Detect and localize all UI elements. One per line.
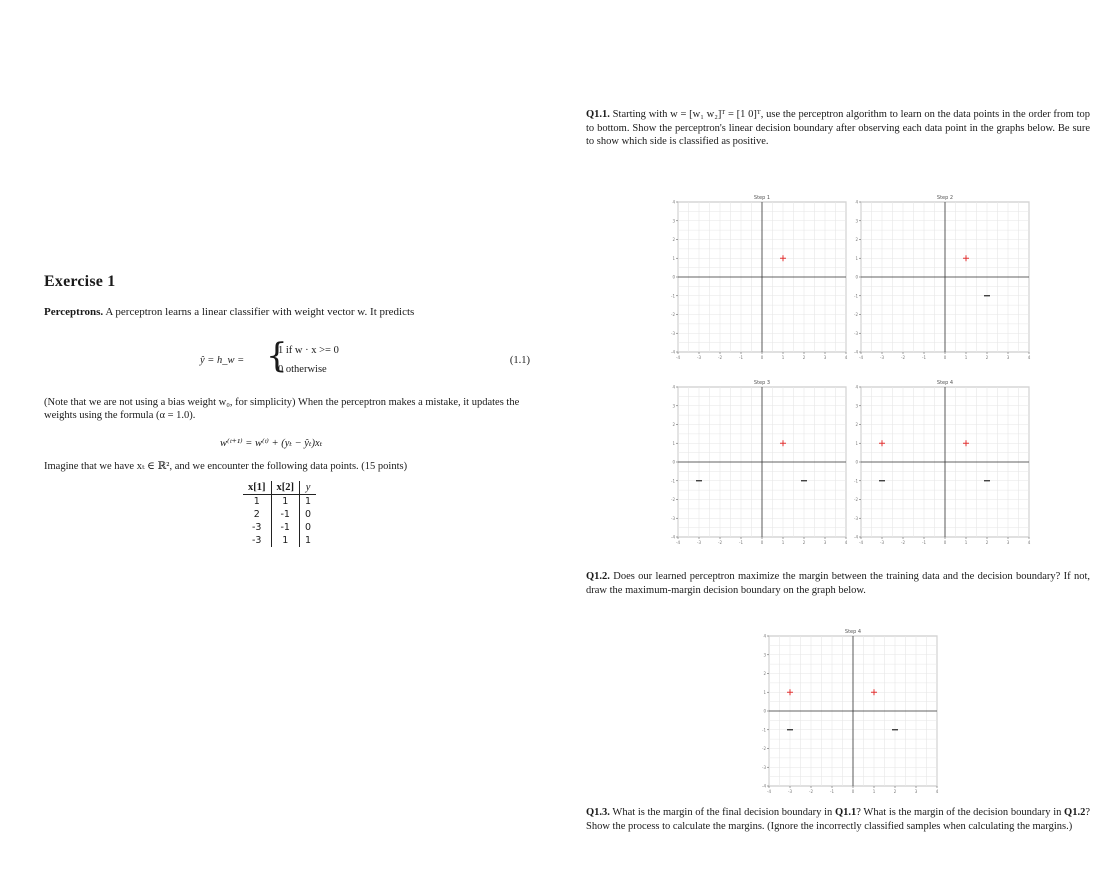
y-tick-label: -1 [671,478,675,484]
y-tick-label: 1 [763,689,766,695]
x-tick-label: -4 [859,355,863,360]
table-cell: 0 [305,509,312,520]
x-tick-label: 2 [802,540,806,545]
x-tick-label: -2 [901,540,905,545]
x-tick-label: 0 [760,540,764,545]
equation-number: (1.1) [509,355,530,366]
plot-title: Step 3 [753,380,771,386]
y-tick-label: 4 [855,384,858,390]
x-tick-label: -1 [830,789,834,794]
y-tick-label: 1 [855,440,858,446]
x-tick-label: -2 [901,355,905,360]
x-tick-label: -1 [739,355,743,360]
x-tick-label: 3 [823,540,827,545]
question-1-1 [586,108,1090,149]
x-tick-label: 0 [943,355,947,360]
exercise-title: Exercise 1 [44,273,116,290]
plot-title: Step 4 [844,629,862,635]
y-tick-label: -4 [671,534,675,540]
equation-lhs: ŷ = h_w = [200,355,245,366]
x-tick-label: 1 [781,355,785,360]
y-tick-label: -3 [671,515,675,521]
question-text: Starting with w = [w₁ w₂]ᵀ = [1 0]ᵀ, use the perceptron algorithm to learn on the data points in the order from top to bottom. Show the perceptron's linear decision boundary after observing each data point in the graphs below. Be sure to show which side is classified as positive. [586,109,1090,148]
x-tick-label: -3 [697,355,701,360]
plot-step-3 [670,377,850,547]
table-row [243,508,316,521]
plot-title: Step 4 [936,380,954,386]
question-label: Q1.1. [586,109,610,120]
y-tick-label: -2 [671,312,675,317]
y-tick-label: -2 [854,497,858,502]
plot-step-2 [853,192,1033,362]
y-tick-label: 2 [672,422,675,427]
y-tick-label: 2 [855,237,858,242]
y-tick-label: 0 [763,708,766,714]
x-tick-label: 4 [1027,540,1031,545]
question-text: Does our learned perceptron maximize the margin between the training data and the decision boundary? If not, draw the maximum-margin decision boundary on the graph below. [586,571,1090,596]
x-tick-label: -3 [697,540,701,545]
y-tick-label: -4 [762,783,766,789]
scatter-plot [853,192,1033,362]
y-tick-label: 4 [763,633,766,639]
question-label: Q1.2. [586,571,610,582]
x-tick-label: 0 [943,540,947,545]
y-tick-label: -2 [671,497,675,502]
question-text: What is the margin of the final decision boundary in [609,807,835,818]
y-tick-label: -3 [671,330,675,336]
y-tick-label: 3 [763,652,766,658]
y-tick-label: -4 [671,349,675,355]
table-cell: -1 [271,521,300,534]
x-tick-label: 3 [1006,355,1010,360]
y-tick-label: 4 [855,199,858,205]
table-row [243,534,316,547]
y-tick-label: -3 [854,515,858,521]
table-header-x2: x[2] [271,481,300,495]
x-tick-label: -3 [788,789,792,794]
y-tick-label: -1 [671,293,675,299]
y-tick-label: -1 [854,478,858,484]
x-tick-label: 1 [964,355,968,360]
plot-max-margin [761,626,941,796]
scatter-plot [761,626,941,796]
x-tick-label: -4 [676,355,680,360]
y-tick-label: 0 [855,459,858,465]
intro-bold: Perceptrons. [44,306,104,318]
y-tick-label: 1 [672,255,675,261]
plot-title: Step 1 [753,195,771,201]
question-label: Q1.3. [586,807,610,818]
y-tick-label: -2 [854,312,858,317]
y-tick-label: 1 [855,255,858,261]
table-header-y: y [300,481,317,495]
table-row [243,521,316,534]
x-tick-label: 3 [823,355,827,360]
question-text: ? Show the process to calculate the margins. (Ignore the incorrectly classified samples when calculating the margins.) [586,807,1091,832]
x-tick-label: -3 [880,540,884,545]
x-tick-label: 2 [985,355,989,360]
bias-note: (Note that we are not using a bias weight w₀, for simplicity) When the perceptron makes a mistake, it updates the weights using the formula (α = 1.0). [44,397,520,422]
x-tick-label: 4 [844,355,848,360]
table-cell: -3 [243,534,271,547]
x-tick-label: -4 [767,789,771,794]
x-tick-label: 2 [802,355,806,360]
equation-case-2: 0 otherwise [278,364,327,375]
table-cell: 1 [305,496,312,507]
y-tick-label: -4 [854,534,858,540]
y-tick-label: 3 [672,403,675,409]
intro-paragraph [44,306,534,318]
x-tick-label: 3 [1006,540,1010,545]
plot-step-4 [853,377,1033,547]
scatter-plot [853,377,1033,547]
y-tick-label: 3 [672,218,675,224]
y-tick-label: 0 [855,274,858,280]
question-1-2 [586,570,1090,597]
y-tick-label: 3 [855,403,858,409]
x-tick-label: -4 [859,540,863,545]
table-cell: 1 [271,495,300,509]
y-tick-label: -1 [762,727,766,733]
y-tick-label: 2 [855,422,858,427]
y-tick-label: 2 [763,671,766,676]
x-tick-label: -2 [718,540,722,545]
x-tick-label: -3 [880,355,884,360]
x-tick-label: -2 [809,789,813,794]
x-tick-label: 2 [893,789,897,794]
plot-step-1 [670,192,850,362]
table-cell: 0 [305,522,312,533]
scatter-plot [670,192,850,362]
y-tick-label: 3 [855,218,858,224]
x-tick-label: 0 [760,355,764,360]
x-tick-label: -1 [739,540,743,545]
data-intro: Imagine that we have xₜ ∈ ℝ², and we encounter the following data points. (15 points) [44,461,408,472]
x-tick-label: 1 [964,540,968,545]
table-header-x1: x[1] [243,481,271,495]
x-tick-label: 4 [844,540,848,545]
y-tick-label: -3 [854,330,858,336]
x-tick-label: -1 [922,355,926,360]
table-header-row [243,481,316,495]
table-cell: 1 [305,535,312,546]
data-points-table [243,481,316,547]
plot-title: Step 2 [936,195,954,201]
scatter-plot [670,377,850,547]
table-cell: 1 [243,495,271,509]
y-tick-label: 4 [672,384,675,390]
equation-brace: { [266,336,288,376]
x-tick-label: 1 [872,789,876,794]
y-tick-label: -3 [762,764,766,770]
x-tick-label: -1 [922,540,926,545]
y-tick-label: 0 [672,274,675,280]
question-ref: Q1.2 [1064,807,1086,818]
x-tick-label: 2 [985,540,989,545]
equation-case-1: 1 if w · x >= 0 [278,345,339,356]
y-tick-label: 2 [672,237,675,242]
x-tick-label: 3 [914,789,918,794]
table-cell: -1 [271,508,300,521]
x-tick-label: 0 [851,789,855,794]
question-ref: Q1.1 [834,807,857,818]
y-tick-label: 0 [672,459,675,465]
question-1-3 [586,806,1090,833]
x-tick-label: 4 [935,789,939,794]
table-row [243,495,316,509]
y-tick-label: 1 [672,440,675,446]
y-tick-label: -1 [854,293,858,299]
x-tick-label: 1 [781,540,785,545]
prediction-equation [200,336,530,384]
y-tick-label: 4 [672,199,675,205]
table-cell: 1 [271,534,300,547]
table-cell: 2 [243,508,271,521]
y-tick-label: -4 [854,349,858,355]
intro-text: A perceptron learns a linear classifier with weight vector w. It predicts [103,306,415,318]
x-tick-label: -4 [676,540,680,545]
update-rule: w⁽ᵗ⁺¹⁾ = w⁽ᵗ⁾ + (yₜ − ŷₜ)xₜ [220,438,323,449]
y-tick-label: -2 [762,746,766,751]
table-cell: -3 [243,521,271,534]
x-tick-label: 4 [1027,355,1031,360]
question-text: ? What is the margin of the decision boundary in [856,807,1065,818]
x-tick-label: -2 [718,355,722,360]
